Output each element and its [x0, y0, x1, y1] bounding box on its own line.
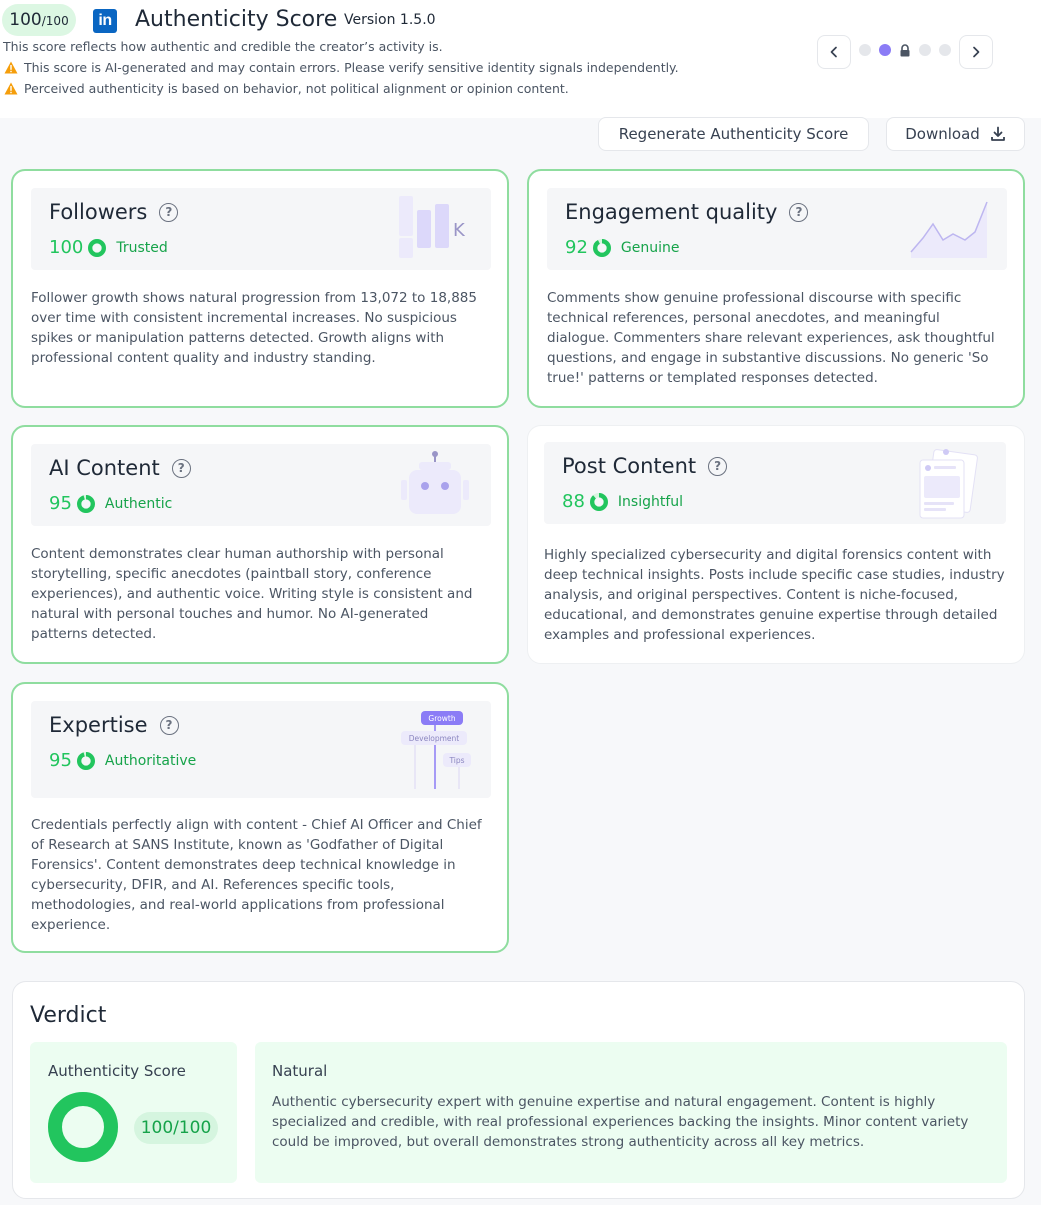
posts-illustration-icon [910, 448, 990, 520]
overall-score-suffix: /100 [41, 14, 69, 28]
followers-card [11, 169, 509, 408]
followers-score-ring-icon [88, 239, 106, 257]
post-content-score-ring-icon [590, 493, 608, 511]
verdict-score-donut-icon [48, 1092, 118, 1162]
question-circle-icon[interactable]: ? [789, 203, 808, 222]
expertise-title [49, 713, 179, 737]
post-content-metric [562, 491, 683, 512]
post-content-title-text: Post Content [562, 454, 697, 478]
verdict-score-box [30, 1042, 237, 1183]
warning-text-1: This score is AI-generated and may contain errors. Please verify sensitive identity signals independently. [24, 60, 679, 75]
tag-development: Development [408, 734, 460, 743]
post-content-title [562, 454, 727, 478]
post-content-score: 88 [562, 491, 585, 512]
overall-score-value: 100 [9, 10, 42, 30]
question-circle-icon[interactable]: ? [172, 459, 191, 478]
ai-content-description: Content demonstrates clear human authorship with personal storytelling, specific anecdotes (paintball story, conference experiences), and authentic voice. Writing style is consistent and natural with personal touches and humor. No AI-generated patterns detected. [31, 546, 473, 642]
expertise-score-ring-icon [77, 752, 95, 770]
followers-title-text: Followers [49, 200, 148, 224]
engagement-title-text: Engagement quality [565, 200, 778, 224]
verdict-title: Verdict [30, 1003, 107, 1028]
ai-content-title-text: AI Content [49, 456, 160, 480]
score-ring-fill [79, 754, 93, 768]
header [0, 0, 1041, 118]
linkedin-logo-icon: in [93, 9, 117, 33]
tag-tips: Tips [449, 756, 465, 765]
expertise-card [11, 682, 509, 953]
score-ring-fill [55, 1099, 111, 1155]
lock-icon [899, 44, 911, 57]
engagement-rating: Genuine [620, 239, 680, 256]
engagement-card [527, 169, 1025, 408]
page-dot-3-locked[interactable] [899, 44, 911, 56]
ai-content-score-ring-icon [77, 495, 95, 513]
followers-metric [49, 237, 168, 258]
warning-icon [4, 82, 18, 95]
warning-text-2: Perceived authenticity is based on behavior, not political alignment or opinion content. [24, 81, 569, 96]
question-circle-icon[interactable]: ? [708, 457, 727, 476]
followers-score: 100 [49, 237, 84, 258]
page-indicator [859, 44, 951, 56]
robot-illustration-icon [395, 450, 475, 516]
verdict-score-label: Authenticity Score [48, 1062, 186, 1080]
previous-page-button[interactable] [817, 35, 851, 69]
verdict-rating: Natural [272, 1062, 328, 1080]
page-dot-4[interactable] [919, 44, 931, 56]
verdict-panel [12, 981, 1025, 1199]
engagement-card-header [547, 188, 1007, 270]
download-icon [990, 126, 1006, 142]
download-button-label: Download [905, 125, 980, 143]
chevron-left-icon [828, 46, 840, 58]
verdict-summary-box [255, 1042, 1007, 1183]
page-title: Authenticity Score [135, 7, 338, 32]
ai-content-title [49, 456, 191, 480]
version-label: Version 1.5.0 [344, 12, 436, 28]
engagement-title [565, 200, 808, 224]
expertise-description: Credentials perfectly align with content - Chief AI Officer and Chief of Research at SANS Institute, known as 'Godfather of Digital Forensics'. Content demonstrates deep technical knowledge in cybersecurity, DFIR, and AI. References specific tools, methodologies, and real-world applications from professional experience. [31, 817, 482, 933]
ai-content-score: 95 [49, 493, 72, 514]
score-description: This score reflects how authentic and credible the creator’s activity is. [3, 39, 443, 54]
verdict-summary-text: Authentic cybersecurity expert with genuine expertise and natural engagement. Content is highly specialized and credible, with real professional experiences backing the insights. Minor content variety could be improved, but overall demonstrates strong authenticity across all key metrics. [272, 1094, 969, 1150]
ai-content-card [11, 425, 509, 664]
page-dot-2-active[interactable] [879, 44, 891, 56]
followers-chart-illustration-icon [395, 194, 475, 260]
engagement-line-chart-illustration-icon [909, 194, 991, 260]
followers-rating: Trusted [116, 239, 168, 256]
followers-art-k: K [453, 220, 465, 241]
expertise-card-header [31, 701, 491, 798]
expertise-title-text: Expertise [49, 713, 148, 737]
post-content-rating: Insightful [617, 493, 684, 510]
engagement-description: Comments show genuine professional discourse with specific technical references, personal anecdotes, and meaningful dialogue. Commenters share relevant experiences, ask thoughtful questions, and engage in substantive discussions. No generic 'So true!' patterns or templated responses detected. [547, 290, 995, 386]
question-circle-icon[interactable]: ? [160, 716, 179, 735]
ai-content-metric [49, 493, 172, 514]
followers-title [49, 200, 178, 224]
warning-line-1 [4, 60, 679, 75]
verdict-score-badge: 100/100 [134, 1112, 218, 1144]
score-ring-fill [592, 495, 606, 509]
download-button[interactable] [886, 117, 1025, 151]
engagement-score-ring-icon [593, 239, 611, 257]
warning-icon [4, 61, 18, 74]
score-ring-fill [91, 241, 105, 255]
ai-content-rating: Authentic [104, 495, 173, 512]
post-content-card [527, 425, 1025, 664]
expertise-metric [49, 750, 196, 771]
expertise-score: 95 [49, 750, 72, 771]
ai-content-card-header [31, 444, 491, 526]
engagement-metric [565, 237, 680, 258]
page-dot-1[interactable] [859, 44, 871, 56]
regenerate-score-button[interactable]: Regenerate Authenticity Score [598, 117, 869, 151]
expertise-rating: Authoritative [104, 752, 197, 769]
post-content-card-header [544, 442, 1006, 524]
tag-growth: Growth [428, 714, 456, 723]
skill-tags-illustration-icon [397, 709, 477, 789]
engagement-score: 92 [565, 237, 588, 258]
warning-line-2 [4, 81, 569, 96]
post-content-description: Highly specialized cybersecurity and digital forensics content with deep technical insights. Posts include specific case studies, industry analysis, and original perspectives. Content is niche-focused, educational, and demonstrates genuine expertise through detailed examples and professional experiences. [544, 547, 1005, 643]
question-circle-icon[interactable]: ? [159, 203, 178, 222]
chevron-right-icon [970, 46, 982, 58]
overall-score-badge [2, 4, 76, 36]
score-ring-fill [595, 241, 609, 255]
followers-description: Follower growth shows natural progression from 13,072 to 18,885 over time with consistent incremental increases. No suspicious spikes or manipulation patterns detected. Growth aligns with professional content quality and industry standing. [31, 290, 477, 366]
next-page-button[interactable] [959, 35, 993, 69]
page-dot-5[interactable] [939, 44, 951, 56]
followers-card-header [31, 188, 491, 270]
score-ring-fill [79, 497, 93, 511]
